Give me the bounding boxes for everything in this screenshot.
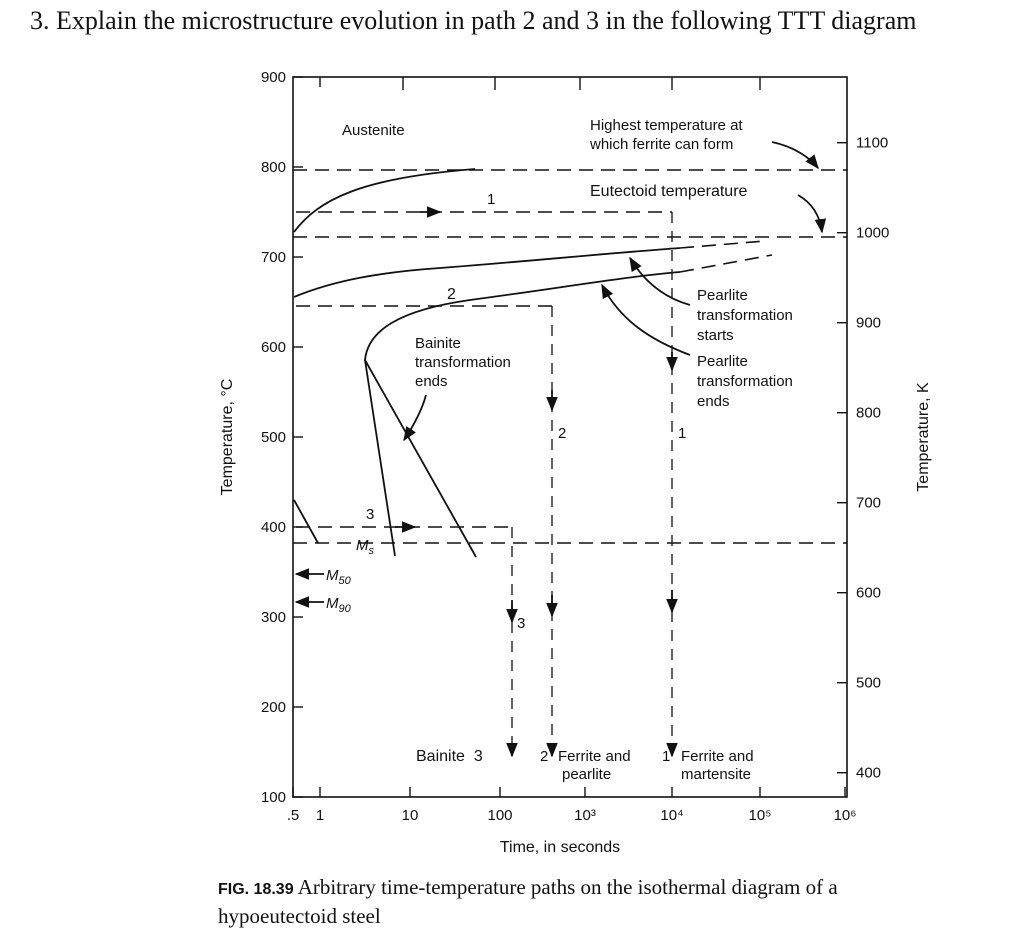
label-ferrite-max-2: which ferrite can form: [590, 136, 734, 153]
label-pearlite-end-1: Pearlite: [697, 353, 748, 370]
label-austenite: Austenite: [342, 122, 405, 139]
y-tick-label: 200: [260, 699, 286, 716]
y-tick-label: 500: [260, 429, 286, 446]
pearlite-end-curve: [365, 272, 680, 556]
label-pearlite-start-1: Pearlite: [697, 287, 748, 304]
top-ticks: [320, 77, 760, 90]
path-1-label-top: 1: [487, 191, 496, 208]
y-tick-label: 400: [260, 519, 286, 536]
y-tick-label: 700: [260, 249, 286, 266]
y-axis-ticks: [261, 69, 303, 806]
y2-tick-label: 600: [856, 584, 882, 602]
pearlite-start-dashed: [680, 241, 765, 248]
y2-tick-label: 1100: [856, 134, 889, 152]
x-tick-label: 10³: [574, 807, 596, 824]
label-ferrite-pearlite-2: pearlite: [562, 766, 612, 783]
question-text: 3. Explain the microstructure evolution in path 2 and 3 in the following TTT diagram: [30, 6, 917, 35]
label-ferrite-martensite-2: martensite: [681, 766, 752, 783]
y2-tick-label: 700: [856, 494, 882, 512]
path-2-label-top: 2: [447, 286, 456, 303]
y-tick-label: 100: [260, 789, 286, 806]
figure-label: FIG. 18.39: [218, 881, 294, 898]
x-tick-label: 10⁴: [660, 807, 684, 824]
path-1-label-bottom: 1: [662, 748, 671, 765]
bainite-end-pointer: [404, 395, 426, 440]
figure-caption-text: Arbitrary time-temperature paths on the isothermal diagram of a hypoeutectoid steel: [218, 875, 838, 928]
path-3-label-mid: 3: [517, 615, 526, 632]
label-m50: $M_{50}$: [326, 567, 351, 587]
label-ferrite-max-1: Highest temperature at: [590, 117, 743, 134]
label-pearlite-start-2: transformation: [697, 307, 793, 324]
label-ferrite-martensite-1: Ferrite and: [681, 748, 754, 765]
pearlite-end-pointer: [602, 285, 690, 355]
label-m90: $M_{90}$: [326, 595, 351, 615]
ms-start-curve: [294, 500, 318, 543]
label-pearlite-end-2: transformation: [697, 373, 793, 390]
y2-axis-ticks: [837, 135, 889, 782]
label-pearlite-end-3: ends: [697, 393, 730, 410]
figure-caption: [218, 874, 878, 929]
x-axis-title: Time, in seconds: [499, 839, 621, 856]
label-ms: $M_s$: [356, 537, 374, 557]
x-tick-label: 10⁶: [833, 807, 857, 824]
ferrite-pointer-arrow: [772, 142, 818, 168]
y-tick-label: 300: [260, 609, 286, 626]
y2-tick-label: 900: [856, 314, 882, 332]
y-tick-label: 800: [260, 159, 286, 176]
label-eutectoid: Eutectoid temperature: [590, 183, 748, 200]
x-tick-label: 1: [315, 807, 325, 824]
path-2-label-mid: 2: [558, 425, 567, 442]
label-bainite-result: Bainite 3: [416, 748, 483, 765]
pearlite-end-dashed: [680, 255, 772, 272]
y2-tick-label: 1000: [856, 224, 890, 242]
label-bainite-end-3: ends: [415, 373, 448, 390]
path-1-label-mid: 1: [678, 425, 687, 442]
x-tick-label: 100: [487, 807, 513, 824]
x-tick-label: .5: [286, 807, 300, 824]
eutectoid-pointer-arrow: [798, 195, 822, 232]
y2-tick-label: 500: [856, 674, 882, 692]
label-ferrite-pearlite-1: Ferrite and: [558, 748, 631, 765]
x-axis-ticks: [287, 787, 857, 824]
path-2-label-bottom: 2: [540, 748, 549, 765]
label-bainite-end-1: Bainite: [415, 335, 461, 352]
y2-axis-title: Temperature, K: [915, 382, 932, 492]
pearlite-start-curve: [294, 248, 680, 297]
path-3-label-top: 3: [366, 506, 375, 523]
ferrite-start-curve: [294, 169, 475, 232]
label-pearlite-start-3: starts: [697, 327, 734, 344]
pearlite-start-pointer: [630, 258, 690, 305]
y-tick-label: 900: [260, 69, 286, 86]
y-tick-label: 600: [260, 339, 286, 356]
x-tick-label: 10: [401, 807, 419, 824]
y2-tick-label: 400: [856, 764, 882, 782]
y-axis-title: Temperature, °C: [219, 378, 236, 496]
y2-tick-label: 800: [856, 404, 882, 422]
label-bainite-end-2: transformation: [415, 354, 511, 371]
x-tick-label: 10⁵: [748, 807, 772, 824]
